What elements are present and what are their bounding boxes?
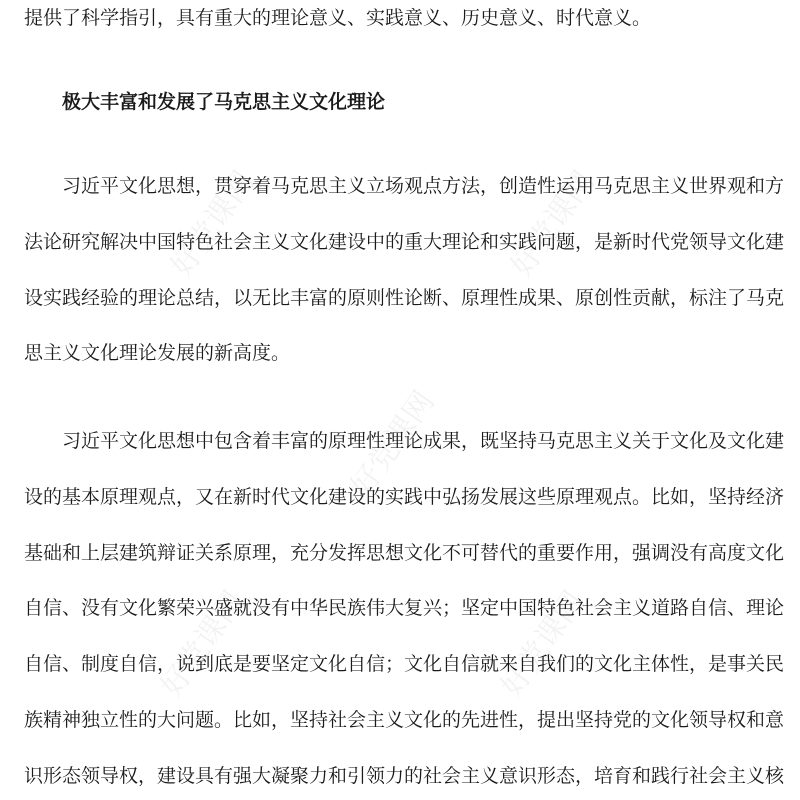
watermark-text: 好党课网 — [164, 164, 262, 284]
paragraph-line: 习近平文化思想中包含着丰富的原理性理论成果，既坚持马克思主义关于文化及文化建 — [62, 430, 785, 452]
paragraph-line: 法论研究解决中国特色社会主义文化建设中的重大理论和实践问题，是新时代党领导文化建 — [24, 231, 785, 253]
paragraph-line: 族精神独立性的大问题。比如，坚持社会主义文化的先进性，提出坚持党的文化领导权和意 — [24, 709, 785, 731]
paragraph-line: 思主义文化理论发展的新高度。 — [24, 342, 291, 364]
paragraph-line: 提供了科学指引，具有重大的理论意义、实践意义、历史意义、时代意义。 — [24, 7, 652, 29]
paragraph-line: 基础和上层建筑辩证关系原理，充分发挥思想文化不可替代的重要作用，强调没有高度文化 — [24, 542, 785, 564]
paragraph-line: 设的基本原理观点，又在新时代文化建设的实践中弘扬发展这些原理观点。比如，坚持经济 — [24, 486, 785, 508]
watermark-text: 好党课网 — [494, 584, 592, 704]
watermark-text: 好党课网 — [154, 584, 252, 704]
section-heading: 极大丰富和发展了马克思主义文化理论 — [62, 91, 386, 113]
paragraph-line: 习近平文化思想，贯穿着马克思主义立场观点方法，创造性运用马克思主义世界观和方 — [62, 175, 785, 197]
paragraph-line: 设实践经验的理论总结，以无比丰富的原则性论断、原理性成果、原创性贡献，标注了马克 — [24, 287, 785, 309]
watermark-text: 好党课网 — [504, 164, 602, 284]
paragraph-line: 自信、没有文化繁荣兴盛就没有中华民族伟大复兴；坚定中国特色社会主义道路自信、理论 — [24, 597, 785, 619]
paragraph-line: 自信、制度自信，说到底是要坚定文化自信；文化自信就来自我们的文化主体性，是事关民 — [24, 653, 785, 675]
watermark-text: 好党课网 — [344, 384, 442, 504]
paragraph-line: 识形态领导权，建设具有强大凝聚力和引领力的社会主义意识形态，培育和践行社会主义核 — [24, 765, 785, 787]
